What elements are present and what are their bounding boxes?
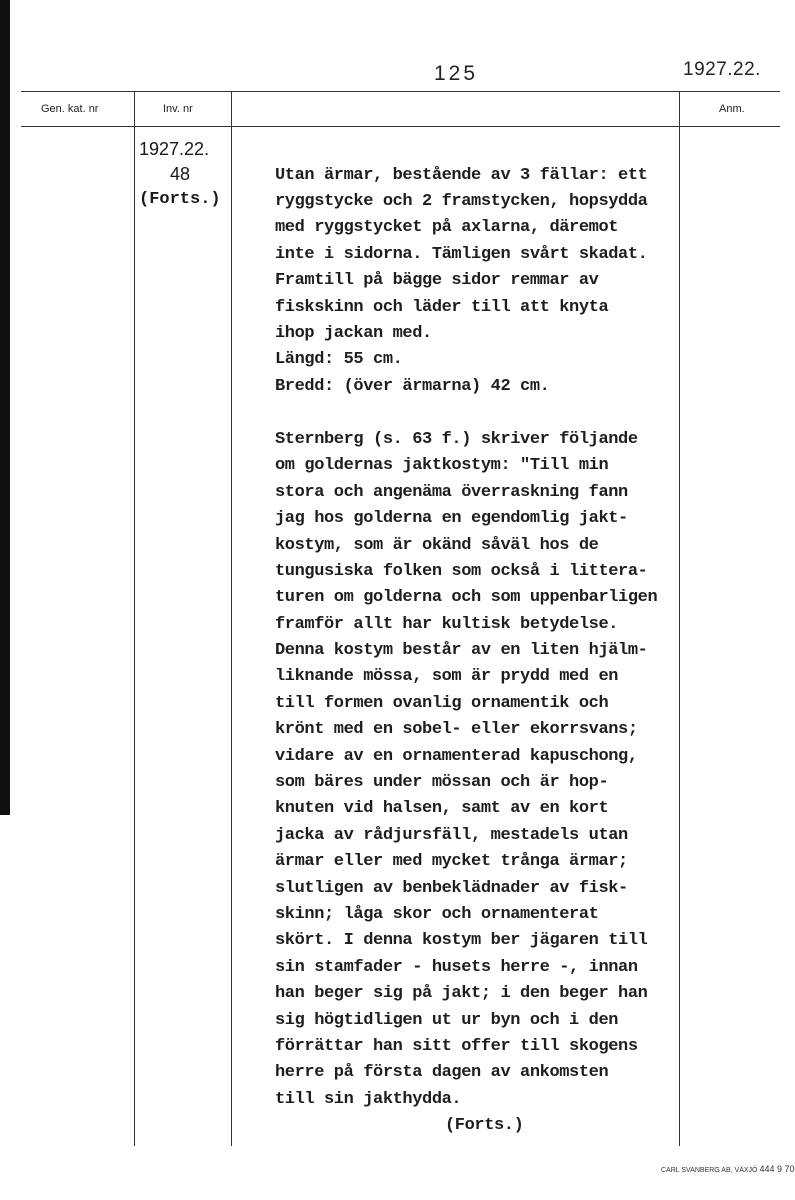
quote-line: tungusiska folken som också i littera-: [275, 562, 648, 581]
quote-line: förrättar han sitt offer till skogens: [275, 1037, 638, 1056]
column-divider-gen-inv: [134, 91, 135, 1146]
form-code: 444 9 70: [759, 1164, 795, 1174]
quote-line: slutligen av benbeklädnader av fisk-: [275, 879, 628, 898]
quote-line: jag hos golderna en egendomlig jakt-: [275, 509, 628, 528]
quote-line: liknande mössa, som är prydd med en: [275, 667, 619, 686]
quote-line: Sternberg (s. 63 f.) skriver följande: [275, 430, 638, 449]
quote-line: turen om golderna och som uppenbarligen: [275, 588, 658, 607]
quote-line: sig högtidligen ut ur byn och i den: [275, 1011, 619, 1030]
column-divider-desc-anm: [679, 91, 680, 1146]
top-reference-number: 1927.22.: [683, 59, 761, 80]
quote-line: skinn; låga skor och ornamenterat: [275, 905, 599, 924]
quote-line: jacka av rådjursfäll, mestadels utan: [275, 826, 628, 845]
quote-line: framför allt har kultisk betydelse.: [275, 615, 619, 634]
column-header-inv-nr: Inv. nr: [163, 103, 193, 115]
printer-imprint: [661, 1164, 794, 1174]
quote-line: vidare av en ornamenterad kapuschong,: [275, 747, 638, 766]
printer-name: CARL SVANBERG AB, VÄXJÖ: [661, 1167, 758, 1174]
page-number: 125: [434, 62, 479, 85]
quote-line: som bäres under mössan och är hop-: [275, 773, 609, 792]
description-line: Längd: 55 cm.: [275, 350, 403, 369]
quote-line: kostym, som är okänd såväl hos de: [275, 536, 599, 555]
quote-line: knuten vid halsen, samt av en kort: [275, 799, 609, 818]
description-line: med ryggstycket på axlarna, däremot: [275, 218, 619, 237]
quote-line: han beger sig på jakt; i den beger han: [275, 984, 648, 1003]
quote-line: Denna kostym består av en liten hjälm-: [275, 641, 648, 660]
quote-line: herre på första dagen av ankomsten: [275, 1063, 609, 1082]
inventory-sub-number: 48: [170, 164, 191, 184]
inventory-number: 1927.22.: [139, 139, 210, 159]
quote-line: stora och angenäma överraskning fann: [275, 483, 628, 502]
quote-line: till sin jakthydda.: [275, 1090, 462, 1109]
quote-line: krönt med en sobel- eller ekorrsvans;: [275, 720, 638, 739]
quote-continued-label: (Forts.): [445, 1116, 524, 1135]
description-line: ryggstycke och 2 framstycken, hopsydda: [275, 192, 648, 211]
description-line: Bredd: (över ärmarna) 42 cm.: [275, 377, 550, 396]
quote-line: ärmar eller med mycket trånga ärmar;: [275, 852, 628, 871]
column-header-anm: Anm.: [719, 103, 745, 115]
quote-line: om goldernas jaktkostym: "Till min: [275, 456, 609, 475]
column-divider-inv-desc: [231, 91, 232, 1146]
description-line: Framtill på bägge sidor remmar av: [275, 271, 599, 290]
description-line: Utan ärmar, bestående av 3 fällar: ett: [275, 166, 648, 185]
quote-line: skört. I denna kostym ber jägaren till: [275, 931, 648, 950]
description-line: ihop jackan med.: [275, 324, 432, 343]
description-line: inte i sidorna. Tämligen svårt skadat.: [275, 245, 648, 264]
column-header-gen-kat-nr: Gen. kat. nr: [41, 103, 99, 115]
quote-line: till formen ovanlig ornamentik och: [275, 694, 609, 713]
description-line: fiskskinn och läder till att knyta: [275, 298, 609, 317]
page-edge-bar: [0, 0, 10, 815]
quote-line: sin stamfader - husets herre -, innan: [275, 958, 638, 977]
inventory-continued-label: (Forts.): [139, 190, 221, 209]
